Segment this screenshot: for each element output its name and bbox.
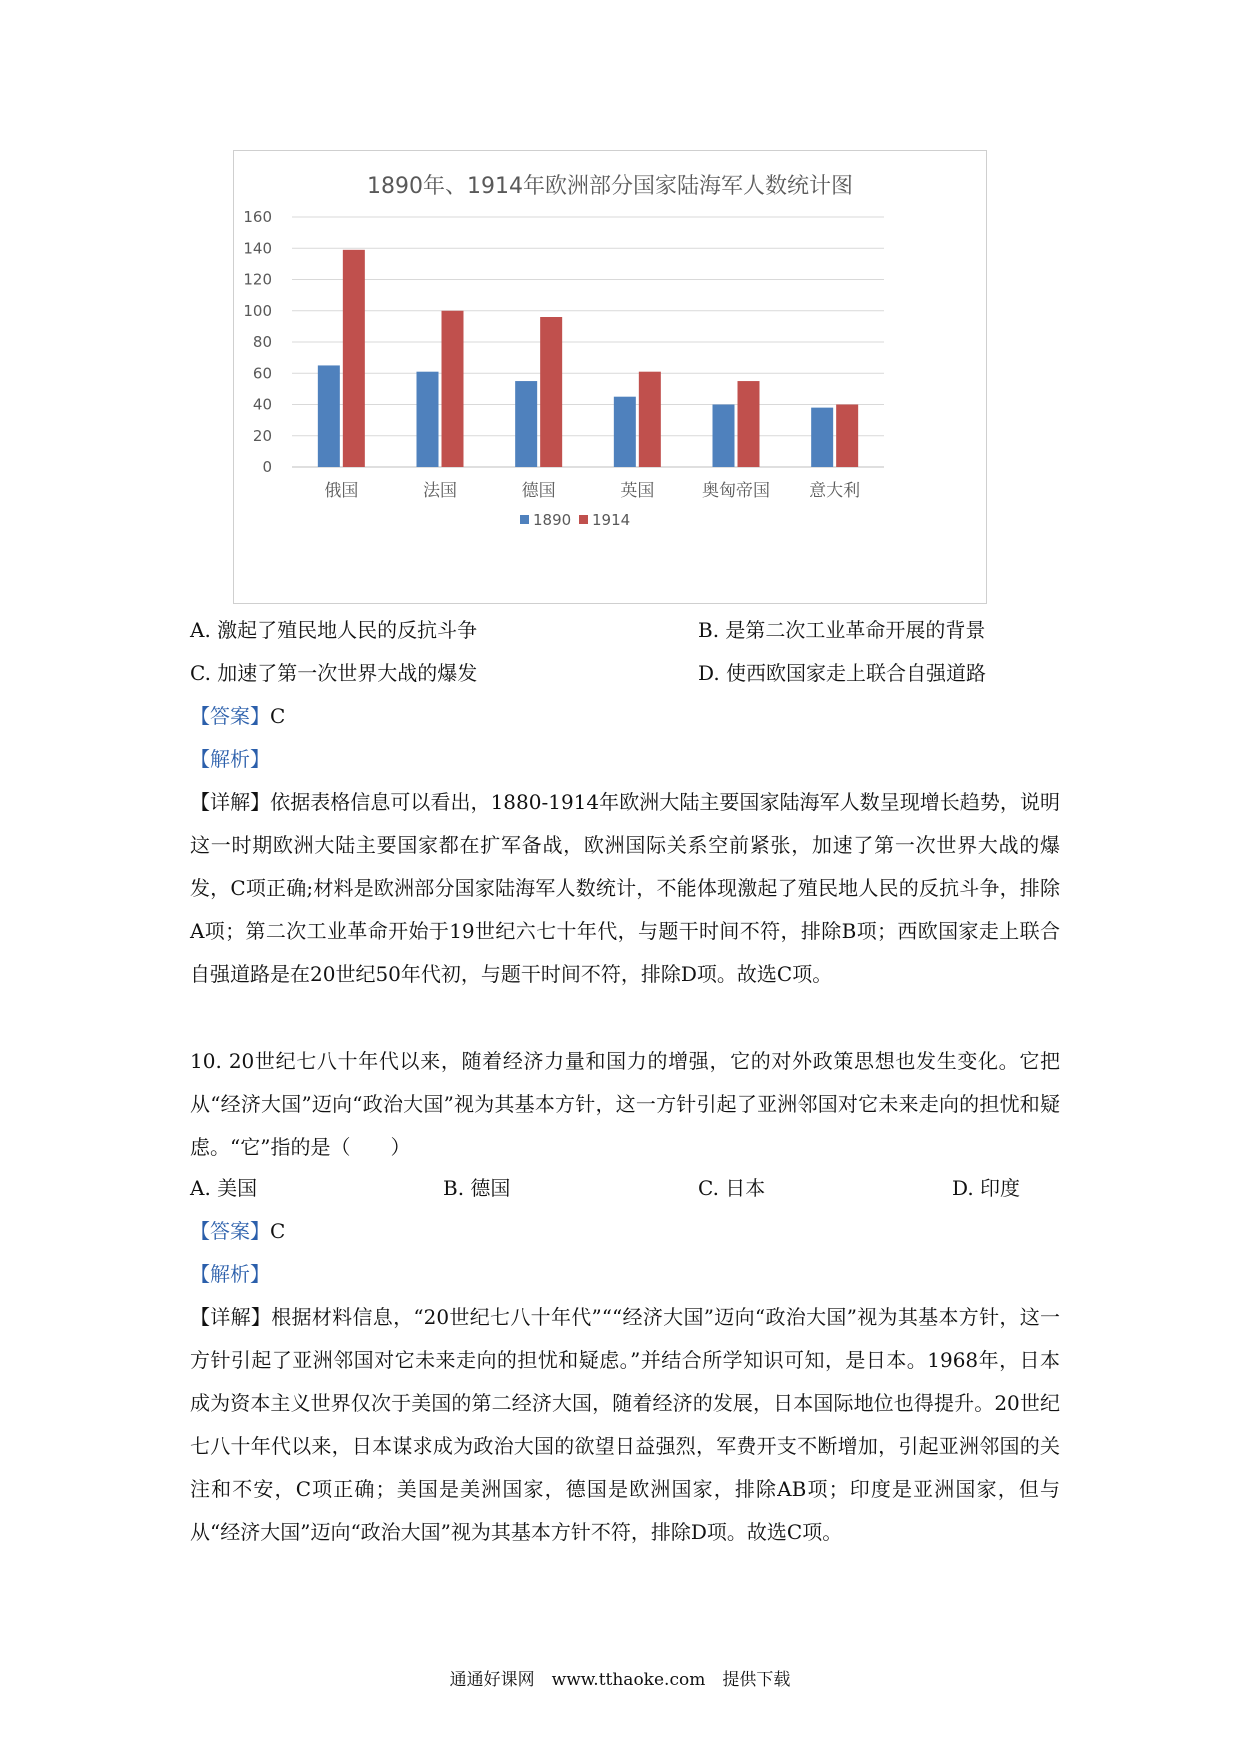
y-tick-label: 160 [243, 208, 272, 226]
bar-1914-3 [639, 372, 661, 467]
q10-option-a: A. 美国 [190, 1176, 258, 1200]
x-category-label: 奥匈帝国 [702, 481, 770, 501]
q10-option-d: D. 印度 [952, 1176, 1021, 1200]
x-category-label: 英国 [620, 481, 655, 501]
q10-analysis-line [190, 1264, 270, 1284]
bar-chart [233, 150, 987, 604]
y-tick-label: 120 [243, 270, 272, 289]
x-category-label: 俄国 [324, 481, 359, 501]
q9-analysis-line [190, 749, 270, 769]
bar-1914-0 [343, 250, 365, 467]
page-footer: 通通好课网 www.tthaoke.com 提供下载 [449, 1670, 791, 1690]
legend-swatch-1890 [520, 515, 529, 524]
q10-answer-tag: 【答案】 [190, 1219, 270, 1243]
q9-option-a: A. 激起了殖民地人民的反抗斗争 [190, 618, 478, 642]
q10-detail-tag: 【详解】 [190, 1305, 272, 1329]
q10-option-c: C. 日本 [698, 1176, 766, 1200]
bar-1890-0 [318, 365, 340, 467]
bar-1914-4 [738, 381, 760, 467]
q9-option-c: C. 加速了第一次世界大战的爆发 [190, 661, 478, 685]
q9-answer: C [270, 704, 286, 728]
y-tick-label: 0 [262, 458, 272, 476]
q9-answer-tag: 【答案】 [190, 704, 270, 728]
legend-swatch-1914 [579, 515, 588, 524]
q9-option-d: D. 使西欧国家走上联合自强道路 [698, 661, 987, 685]
q10-detail [190, 1296, 1060, 1554]
q10-detail-text: 根据材料信息，“20世纪七八十年代”““经济大国”迈向“政治大国”视为其基本方针，这一方针引起了亚洲邻国对它未来走向的担忧和疑虑。”并结合所学知识可知，是日本。1968年，日本成为资本主义世界仅次于美国的第二经济大国，随着经济的发展，日本国际地位也得提升。20世纪七八十年代以来，日本谋求成为政治大国的欲望日益强烈，军费开支不断增加，引起亚洲邻国的关注和不安，C项正确；美国是美洲国家，德国是欧洲国家，排除AB项；印度是亚洲国家，但与从“经济大国”迈向“政治大国”视为其基本方针不符，排除D项。故选C项。 [190, 1305, 1061, 1544]
bar-1914-2 [540, 317, 562, 467]
legend-label-1914: 1914 [592, 511, 631, 529]
x-category-label: 德国 [521, 481, 556, 501]
bar-1890-5 [811, 408, 833, 467]
chart-svg [234, 151, 986, 603]
q10-stem: 10. 20世纪七八十年代以来，随着经济力量和国力的增强，它的对外政策思想也发生变化。它把从“经济大国”迈向“政治大国”视为其基本方针，这一方针引起了亚洲邻国对它未来走向的担忧和疑虑。“它”指的是（ ） [190, 1049, 1060, 1159]
y-tick-label: 40 [252, 395, 272, 414]
y-tick-label: 80 [252, 333, 272, 351]
bar-1914-5 [836, 405, 858, 468]
q9-option-b: B. 是第二次工业革命开展的背景 [698, 618, 986, 642]
q9-detail-text: 依据表格信息可以看出，1880-1914年欧洲大陆主要国家陆海军人数呈现增长趋势，说明这一时期欧洲大陆主要国家都在扩军备战，欧洲国际关系空前紧张，加速了第一次世界大战的爆发，C项正确;材料是欧洲部分国家陆海军人数统计，不能体现激起了殖民地人民的反抗斗争，排除A项；第二次工业革命开始于19世纪六七十年代，与题干时间不符，排除B项；西欧国家走上联合自强道路是在20世纪50年代初，与题干时间不符，排除D项。故选C项。 [190, 790, 1060, 986]
q10-answer-line [190, 1221, 285, 1241]
y-tick-label: 60 [252, 364, 272, 383]
x-category-label: 法国 [423, 481, 457, 501]
legend-label-1890: 1890 [533, 511, 572, 529]
bar-1914-1 [442, 311, 464, 467]
x-category-label: 意大利 [809, 481, 861, 501]
q10-analysis-tag: 【解析】 [190, 1262, 270, 1286]
bar-1890-2 [515, 381, 537, 467]
q9-answer-line [190, 706, 285, 726]
bar-1890-4 [713, 405, 735, 468]
q9-detail-tag: 【详解】 [190, 790, 271, 814]
y-tick-label: 20 [252, 426, 272, 445]
y-tick-label: 100 [243, 301, 272, 320]
q10-option-b: B. 德国 [443, 1176, 511, 1200]
bar-1890-3 [614, 397, 636, 467]
chart-title: 1890年、1914年欧洲部分国家陆海军人数统计图 [367, 174, 853, 199]
q9-detail [190, 781, 1060, 996]
q9-analysis-tag: 【解析】 [190, 747, 270, 771]
q10-answer: C [270, 1219, 286, 1243]
y-tick-label: 140 [243, 239, 272, 258]
bar-1890-1 [417, 372, 439, 467]
